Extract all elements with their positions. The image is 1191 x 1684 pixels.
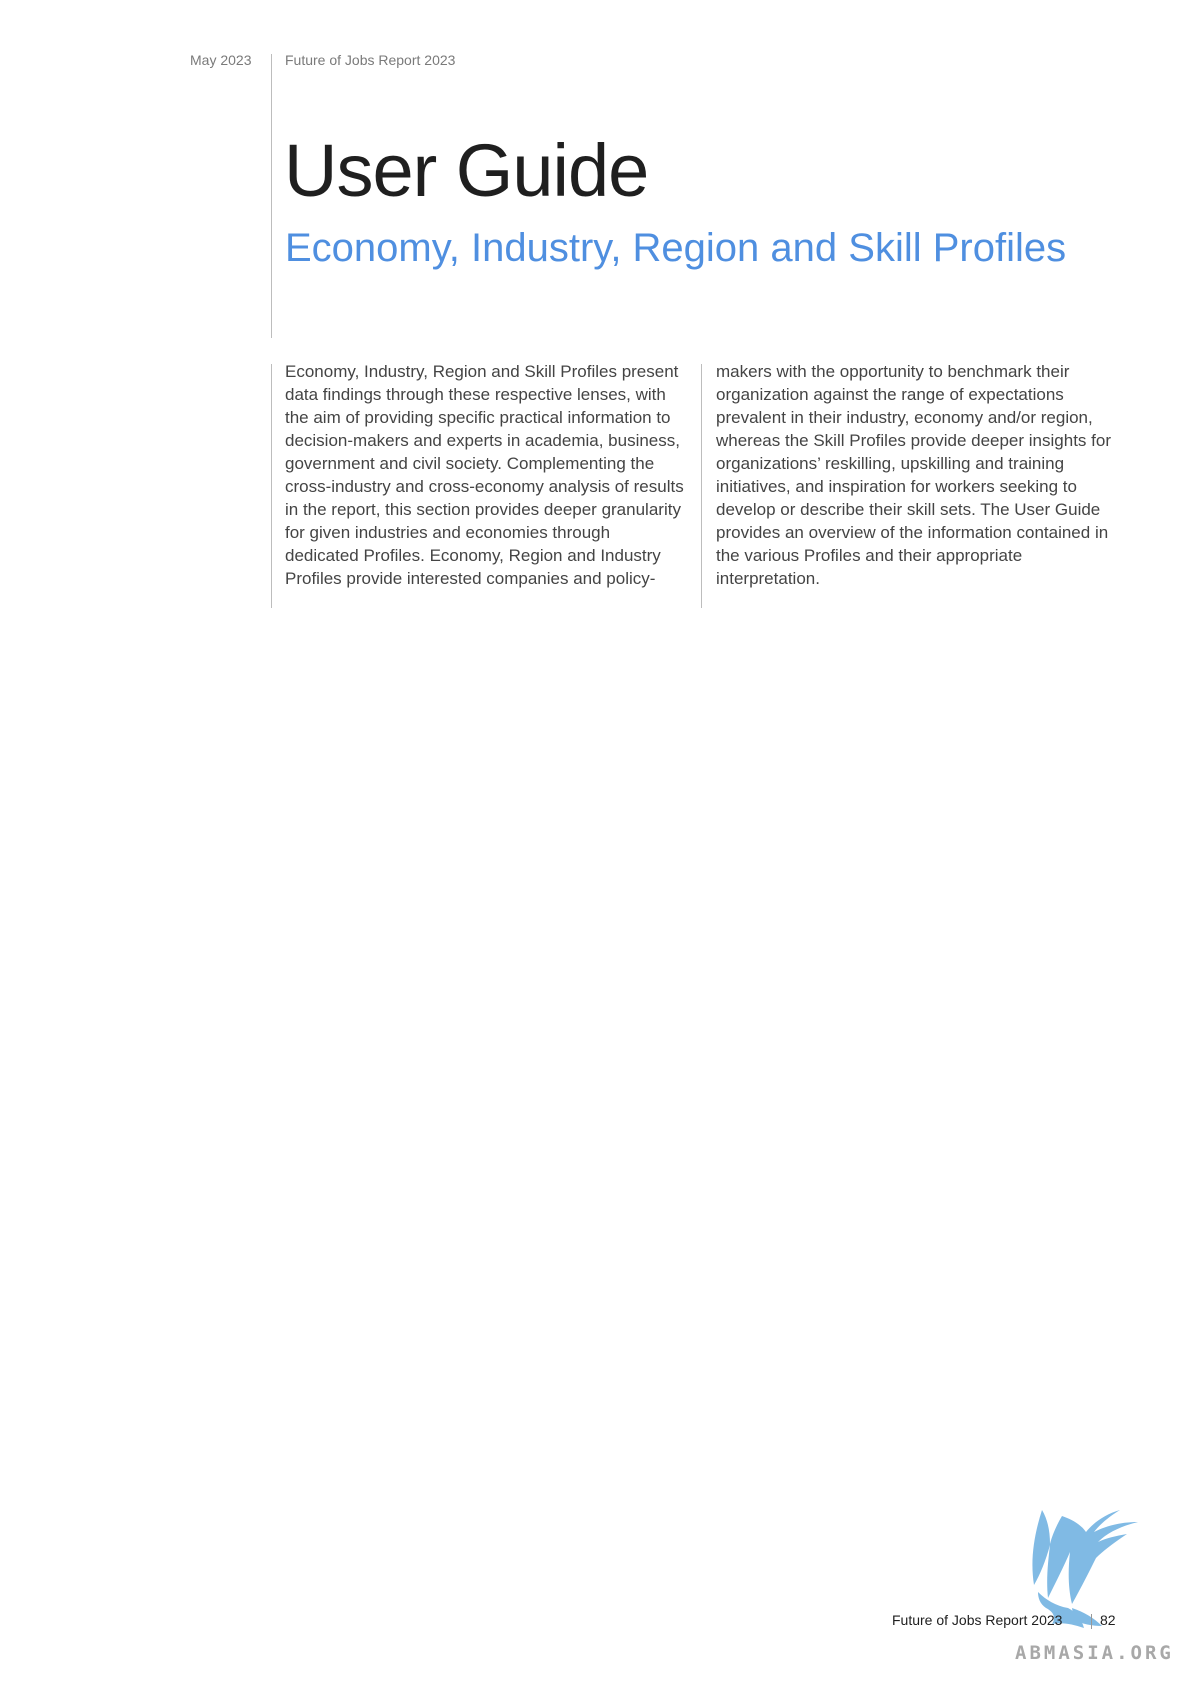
header-report-title: Future of Jobs Report 2023 bbox=[285, 52, 456, 68]
page-subtitle: Economy, Industry, Region and Skill Profiles bbox=[285, 226, 1067, 270]
footer-page-number: 82 bbox=[1100, 1612, 1116, 1628]
watermark-text: ABMASIA.ORG bbox=[1015, 1642, 1174, 1664]
footer-divider bbox=[1091, 1614, 1092, 1629]
page-title: User Guide bbox=[284, 129, 649, 212]
body-column-right: makers with the opportunity to benchmark their organization against the range of expectations prevalent in their industry, economy and/or region, whereas the Skill Profiles provide deeper insights for organizations’ reskilling, upskilling and training initiatives, and inspiration for workers seeking to develop or describe their skill sets. The User Guide provides an overview of the information contained in the various Profiles and their appropriate interpretation. bbox=[716, 362, 1111, 588]
column-left-rule bbox=[271, 364, 272, 608]
footer-report-title: Future of Jobs Report 2023 bbox=[892, 1612, 1063, 1628]
column-right-rule bbox=[701, 364, 702, 608]
body-column-left: Economy, Industry, Region and Skill Profiles present data findings through these respective lenses, with the aim of providing specific practical information to decision-makers and experts in academia, business, government and civil society. Complementing the cross-industry and cross-economy analysis of results in the report, this section provides deeper granularity for given industries and economies through dedicated Profiles. Economy, Region and Industry Profiles provide interested companies and policy- bbox=[285, 362, 684, 588]
header-divider bbox=[271, 54, 272, 338]
header-date: May 2023 bbox=[190, 52, 252, 68]
